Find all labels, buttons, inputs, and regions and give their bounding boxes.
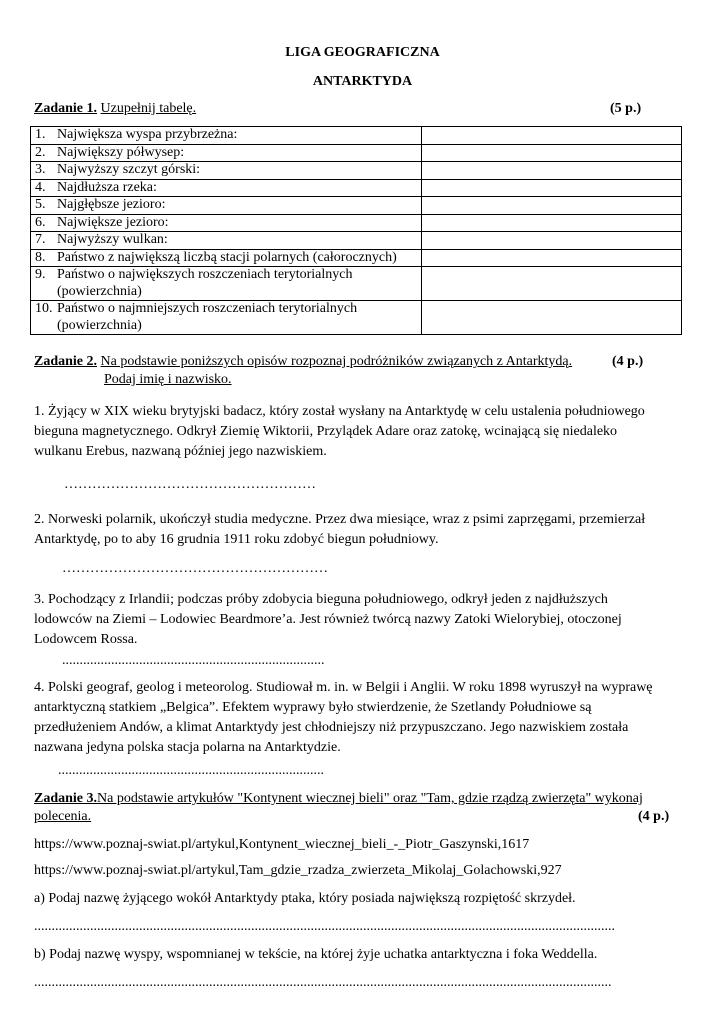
table-row xyxy=(31,197,682,215)
row-number: 3. xyxy=(35,162,46,177)
row-number: 6. xyxy=(35,214,46,230)
row-question: Największe jezioro: xyxy=(57,214,169,230)
row-question: Najgłębsze jezioro: xyxy=(57,197,166,212)
question-cell xyxy=(31,249,422,267)
question-cell xyxy=(31,179,422,197)
task1-label: Zadanie 1. xyxy=(34,101,98,116)
answer-cell[interactable] xyxy=(422,127,682,145)
table-row xyxy=(31,267,682,301)
page-title: LIGA GEOGRAFICZNA xyxy=(285,45,440,60)
task2-item-1 xyxy=(34,402,684,462)
table-row xyxy=(31,144,682,162)
answer-cell[interactable] xyxy=(422,144,682,162)
table-row xyxy=(31,179,682,197)
answer-cell[interactable] xyxy=(422,162,682,180)
item4-line: antarktyczną statkiem „Belgica”. Efektem wyprawy było stwierdzenie, że Szetlandy Południowe są xyxy=(34,700,592,715)
item3-line: 3. Pochodzący z Irlandii; podczas próby zdobycia bieguna południowego, odkrył jeden z najdłuższych xyxy=(34,592,608,607)
row-number: 2. xyxy=(35,144,46,160)
answer-line-3[interactable]: ........................................................................... xyxy=(62,653,325,668)
row-question: Największa wyspa przybrzeżna: xyxy=(57,127,238,142)
item3-line: Lodowcem Rossa. xyxy=(34,632,138,647)
question-cell xyxy=(31,127,422,145)
question-cell xyxy=(31,301,422,335)
row-number: 4. xyxy=(35,179,46,195)
task2-label: Zadanie 2. xyxy=(34,354,98,369)
answer-cell[interactable] xyxy=(422,249,682,267)
row-question: Państwo z największą liczbą stacji polarnych (całorocznych) xyxy=(57,249,397,265)
item2-line: Antarktydę, po to aby 16 grudnia 1911 roku zdobyć biegun południowy. xyxy=(34,532,439,547)
table-row xyxy=(31,232,682,250)
row-number: 8. xyxy=(35,249,46,265)
task3-heading xyxy=(34,790,643,808)
answer-cell[interactable] xyxy=(422,232,682,250)
task2-item-3 xyxy=(34,590,684,650)
page-subtitle: ANTARKTYDA xyxy=(312,74,413,89)
row-question: Państwo o największych roszczeniach terytorialnych xyxy=(57,267,353,282)
task2-instruction-2: Podaj imię i nazwisko. xyxy=(104,372,232,387)
row-question: Państwo o najmniejszych roszczeniach terytorialnych xyxy=(57,301,358,316)
answer-line-1[interactable]: ……………………………………………… xyxy=(64,477,316,492)
row-number: 5. xyxy=(35,197,46,212)
question-cell xyxy=(31,267,422,301)
task2-instruction: Na podstawie poniższych opisów rozpoznaj podróżników związanych z Antarktydą. xyxy=(100,354,573,369)
row-question: Najdłuższa rzeka: xyxy=(57,179,157,195)
item1-line: bieguna magnetycznego. Odkrył Ziemię Wiktorii, Przylądek Adare oraz zatokę, wcinającą się niedaleko xyxy=(34,424,618,439)
task1-table xyxy=(30,126,682,335)
item4-line: nazwana jedyna polska stacja polarna na Antarktydzie. xyxy=(34,740,341,755)
task2-heading xyxy=(34,353,572,371)
item1-line: 1. Żyjący w XIX wieku brytyjski badacz, który został wysłany na Antarktydę w celu ustalenia południowego xyxy=(34,404,645,419)
task3-instruction: Na podstawie artykułów "Kontynent wiecznej bieli" oraz "Tam, gdzie rządzą zwierzęta" wykonaj xyxy=(97,791,643,806)
question-cell xyxy=(31,197,422,215)
row-number: 10. xyxy=(35,301,53,316)
table-row xyxy=(31,301,682,335)
question-cell xyxy=(31,232,422,250)
task1-points: (5 p.) xyxy=(610,101,642,116)
answer-line-4[interactable]: ............................................................................ xyxy=(58,763,324,778)
task3-points: (4 p.) xyxy=(638,809,670,824)
task2-item-2 xyxy=(34,510,684,550)
task2-item-4 xyxy=(34,678,684,758)
row-question: Najwyższy szczyt górski: xyxy=(57,162,201,177)
question-cell xyxy=(31,144,422,162)
table-row xyxy=(31,127,682,145)
item2-line: 2. Norweski polarnik, ukończył studia medyczne. Przez dwa miesiące, wraz z psimi zaprzęgami, przemierzał xyxy=(34,512,646,527)
row-question: Najwyższy wulkan: xyxy=(57,232,168,247)
item1-line: wulkanu Erebus, nazwaną później jego nazwiskiem. xyxy=(34,444,327,459)
question-cell xyxy=(31,214,422,232)
answer-cell[interactable] xyxy=(422,267,682,301)
question-cell xyxy=(31,162,422,180)
item4-line: 4. Polski geograf, geolog i meteorolog. Studiował m. in. w Belgii i Anglii. W roku 1898 wyruszył na wyprawę xyxy=(34,680,653,695)
question-b: b) Podaj nazwę wyspy, wspomnianej w tekście, na której żyje uchatka antarktyczna i foka Weddella. xyxy=(34,947,598,962)
question-a: a) Podaj nazwę żyjącego wokół Antarktydy ptaka, który posiada największą rozpiętość skrzydeł. xyxy=(34,891,576,906)
row-number: 9. xyxy=(35,267,46,282)
table-row xyxy=(31,214,682,232)
item4-line: przedłużeniem Andów, a klimat Antarktydy jest chłodniejszy niż przypuszczano. Jego nazwiskiem została xyxy=(34,720,629,735)
task2-points: (4 p.) xyxy=(612,354,644,369)
row-question: Największy półwysep: xyxy=(57,144,185,160)
task3-instruction-2: polecenia. xyxy=(34,809,92,824)
row-number: 1. xyxy=(35,127,46,142)
task3-label: Zadanie 3. xyxy=(34,791,98,806)
answer-line-b[interactable]: ..................................................................................................................................................................... xyxy=(34,975,612,990)
row-question-cont: (powierzchnia) xyxy=(57,283,142,299)
article-link-1[interactable]: https://www.poznaj-swiat.pl/artykul,Kontynent_wiecznej_bieli_-_Piotr_Gaszynski,1617 xyxy=(34,837,530,852)
answer-line-2[interactable]: ………………………………………………… xyxy=(62,561,328,576)
task1-heading xyxy=(34,100,196,118)
row-number: 7. xyxy=(35,232,46,247)
row-question-cont: (powierzchnia) xyxy=(57,317,142,333)
table-row xyxy=(31,162,682,180)
answer-line-a[interactable]: ...................................................................................................................................................................... xyxy=(34,919,615,934)
answer-cell[interactable] xyxy=(422,214,682,232)
answer-cell[interactable] xyxy=(422,301,682,335)
answer-cell[interactable] xyxy=(422,197,682,215)
task1-instruction: Uzupełnij tabelę. xyxy=(100,101,197,116)
table-row xyxy=(31,249,682,267)
article-link-2[interactable]: https://www.poznaj-swiat.pl/artykul,Tam_gdzie_rzadza_zwierzeta_Mikolaj_Golachowski,927 xyxy=(34,863,562,878)
item3-line: lodowców na Ziemi – Lodowiec Beardmore’a. Jest również twórcą nazwy Zatoki Wielorybiej, otoczonej xyxy=(34,612,622,627)
answer-cell[interactable] xyxy=(422,179,682,197)
